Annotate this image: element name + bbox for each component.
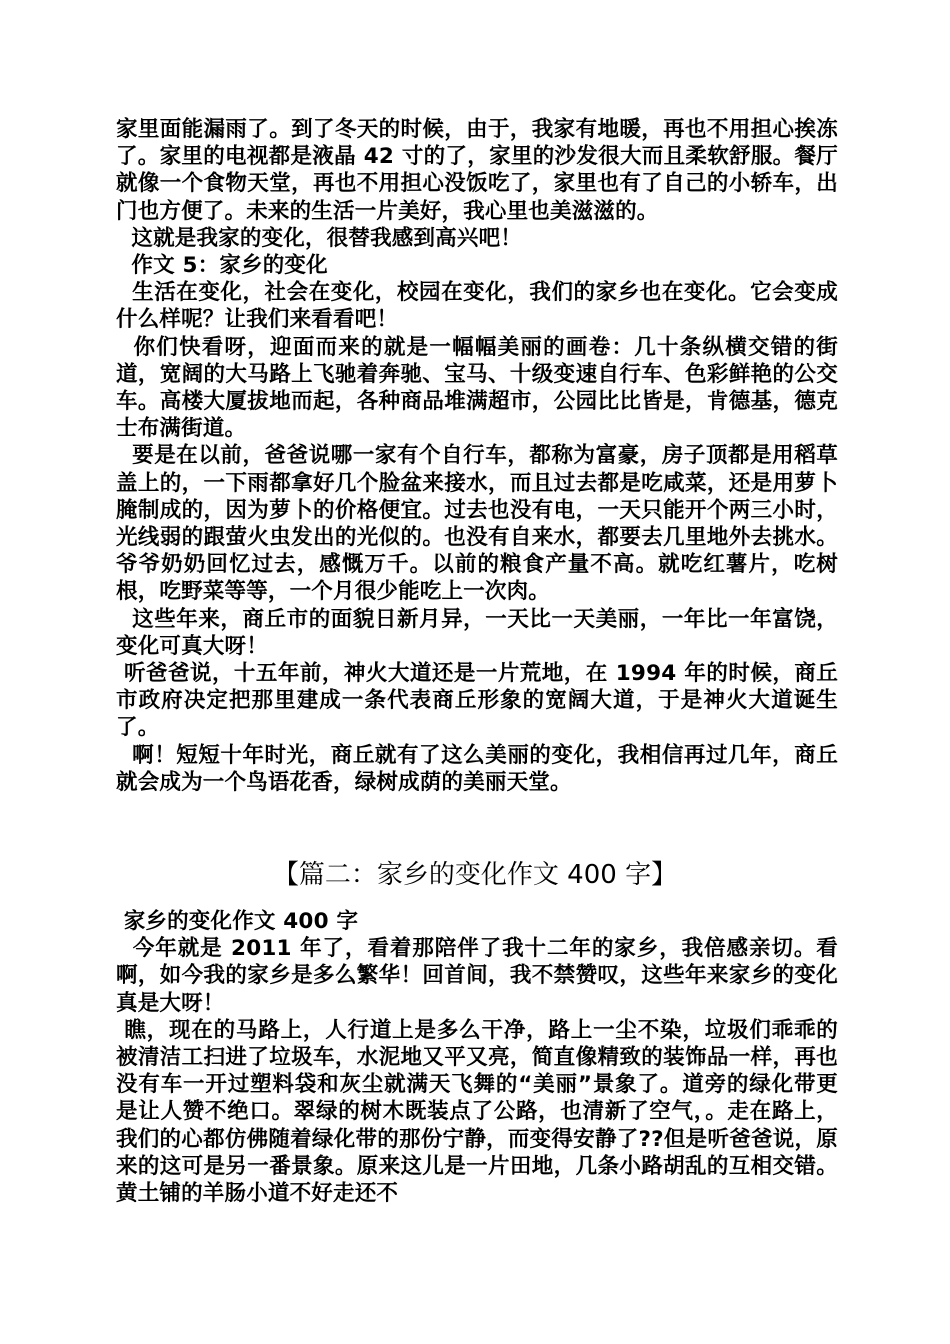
essay-subtitle: 作文 5：家乡的变化 [116, 253, 328, 279]
paragraph: 听爸爸说，十五年前，神火大道还是一片荒地，在 1994 年的时候，商丘市政府决定把那里建成一条代表商丘形象的宽阔大道，于是神火大道诞生了。 [116, 661, 839, 741]
paragraph: 瞧，现在的马路上，人行道上是多么干净，路上一尘不染，垃圾们乖乖的被清洁工扫进了垃圾车，水泥地又平又亮，简直像精致的装饰品一样，再也没有车一开过塑料袋和灰尘就满天飞舞的“美丽”景象了。道旁的绿化带更是让人赞不绝口。翠绿的树木既装点了公路，也清新了空气，。走在路上，我们的心都仿佛随着绿化带的那份宁静，而变得安静了??但是听爸爸说，原来的这可是另一番景象。原来这儿是一片田地，几条小路胡乱的互相交错。黄土铺的羊肠小道不好走还不 [116, 1017, 838, 1207]
essay-body-bottom [116, 908, 838, 1207]
paragraph: 家里面能漏雨了。到了冬天的时候，由于，我家有地暖，再也不用担心挨冻了。家里的电视都是液晶 42 寸的了，家里的沙发很大而且柔软舒服。餐厅就像一个食物天堂，再也不用担心没饭吃了，家里也有了自己的小轿车，出门也方便了。未来的生活一片美好，我心里也美滋滋的。 [116, 117, 838, 224]
essay-subtitle: 家乡的变化作文 400 字 [116, 909, 359, 934]
paragraph: 啊！短短十年时光，商丘就有了这么美丽的变化，我相信再过几年，商丘就会成为一个鸟语花香，绿树成荫的美丽天堂。 [116, 742, 839, 795]
paragraph: 这些年来，商丘市的面貌日新月异，一天比一天美丽，一年比一年富饶，变化可真大呀！ [116, 606, 839, 659]
essay-body-top [116, 116, 838, 796]
paragraph: 今年就是 2011 年了，看着那陪伴了我十二年的家乡，我倍感亲切。看啊，如今我的家乡是多么繁华！回首间，我不禁赞叹，这些年来家乡的变化真是大呀！ [116, 936, 838, 1016]
section-heading: 【篇二：家乡的变化作文 400 字】 [272, 860, 678, 890]
paragraph: 你们快看呀，迎面而来的就是一幅幅美丽的画卷：几十条纵横交错的街道，宽阔的大马路上飞驰着奔驰、宝马、十级变速自行车、色彩鲜艳的公交车。高楼大厦拔地而起，各种商品堆满超市，公园比比皆是，肯德基，德克士布满街道。 [116, 334, 838, 442]
paragraph: 生活在变化，社会在变化，校园在变化，我们的家乡也在变化。它会变成什么样呢？让我们来看看吧！ [116, 280, 839, 333]
paragraph: 这就是我家的变化，很替我感到高兴吧！ [116, 225, 522, 251]
paragraph: 要是在以前，爸爸说哪一家有个自行车，都称为富豪，房子顶都是用稻草盖上的，一下雨都拿好几个脸盆来接水，而且过去都是吃咸菜，还是用萝卜腌制成的，因为萝卜的价格便宜。过去也没有电，一天只能开个两三小时，光线弱的跟萤火虫发出的光似的。也没有自来水，都要去几里地外去挑水。爷爷奶奶回忆过去，感慨万千。以前的粮食产量不高。就吃红薯片，吃树根，吃野菜等等，一个月很少能吃上一次肉。 [116, 443, 839, 605]
